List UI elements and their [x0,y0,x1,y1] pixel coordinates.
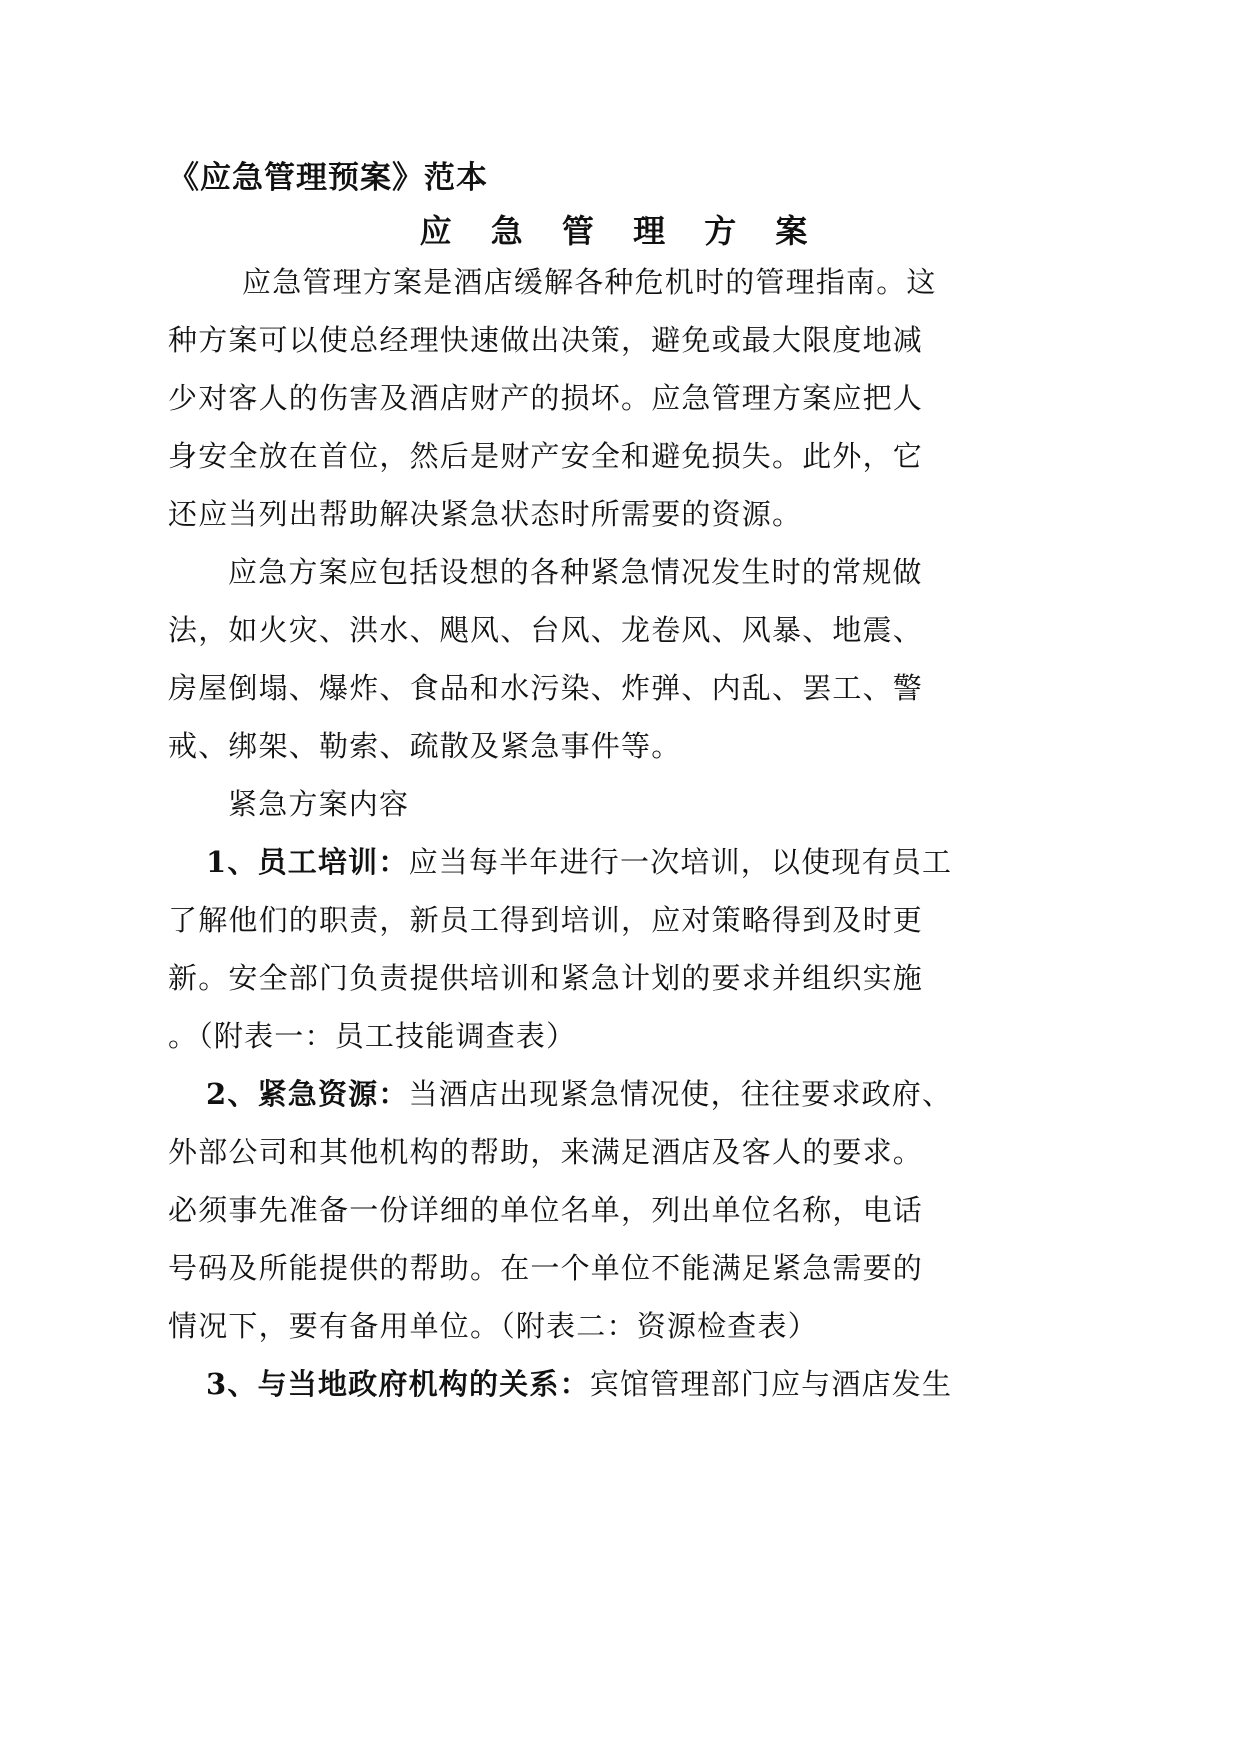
item-3-label: 3、与当地政府机构的关系： [206,1367,590,1401]
item-2-first-line [206,1074,952,1114]
paragraph-line: 号码及所能提供的帮助。在一个单位不能满足紧急需要的 [168,1251,924,1285]
paragraph-line: 戒、绑架、勒索、疏散及紧急事件等。 [168,729,682,763]
main-heading: 应 急 管 理 方 案 [419,212,822,250]
paragraph-line: 身安全放在首位，然后是财产安全和避免损失。此外，它 [168,439,924,473]
paragraph-line: 。（附表一：员工技能调查表） [168,1019,577,1053]
paragraph-line: 必须事先准备一份详细的单位名单，列出单位名称，电话 [168,1193,924,1227]
item-1-text: 应当每半年进行一次培训，以使现有员工 [408,845,953,879]
paragraph-line: 新。安全部门负责提供培训和紧急计划的要求并组织实施 [168,961,924,995]
item-2-text: 当酒店出现紧急情况使，往往要求政府、 [408,1077,953,1111]
paragraph-line: 法，如火灾、洪水、飓风、台风、龙卷风、风暴、地震、 [168,613,924,647]
section-subheading: 紧急方案内容 [228,787,410,821]
paragraph-line: 还应当列出帮助解决紧急状态时所需要的资源。 [168,497,803,531]
paragraph-line: 应急方案应包括设想的各种紧急情况发生时的常规做 [228,555,923,589]
paragraph-line: 应急管理方案是酒店缓解各种危机时的管理指南。这 [242,265,937,299]
paragraph-line: 房屋倒塌、爆炸、食品和水污染、炸弹、内乱、罢工、警 [168,671,924,705]
paragraph-line: 少对客人的伤害及酒店财产的损坏。应急管理方案应把人 [168,381,924,415]
paragraph-line: 种方案可以使总经理快速做出决策，避免或最大限度地减 [168,323,924,357]
paragraph-line: 了解他们的职责，新员工得到培训，应对策略得到及时更 [168,903,924,937]
item-1-label: 1、员工培训： [206,845,409,879]
item-2-label: 2、紧急资源： [206,1077,409,1111]
paragraph-line: 情况下，要有备用单位。（附表二：资源检查表） [168,1309,818,1343]
document-title: 《应急管理预案》范本 [168,160,488,196]
paragraph-line: 外部公司和其他机构的帮助，来满足酒店及客人的要求。 [168,1135,924,1169]
item-3-text: 宾馆管理部门应与酒店发生 [589,1367,953,1401]
item-1-first-line [206,842,952,882]
item-3-first-line [206,1364,952,1404]
